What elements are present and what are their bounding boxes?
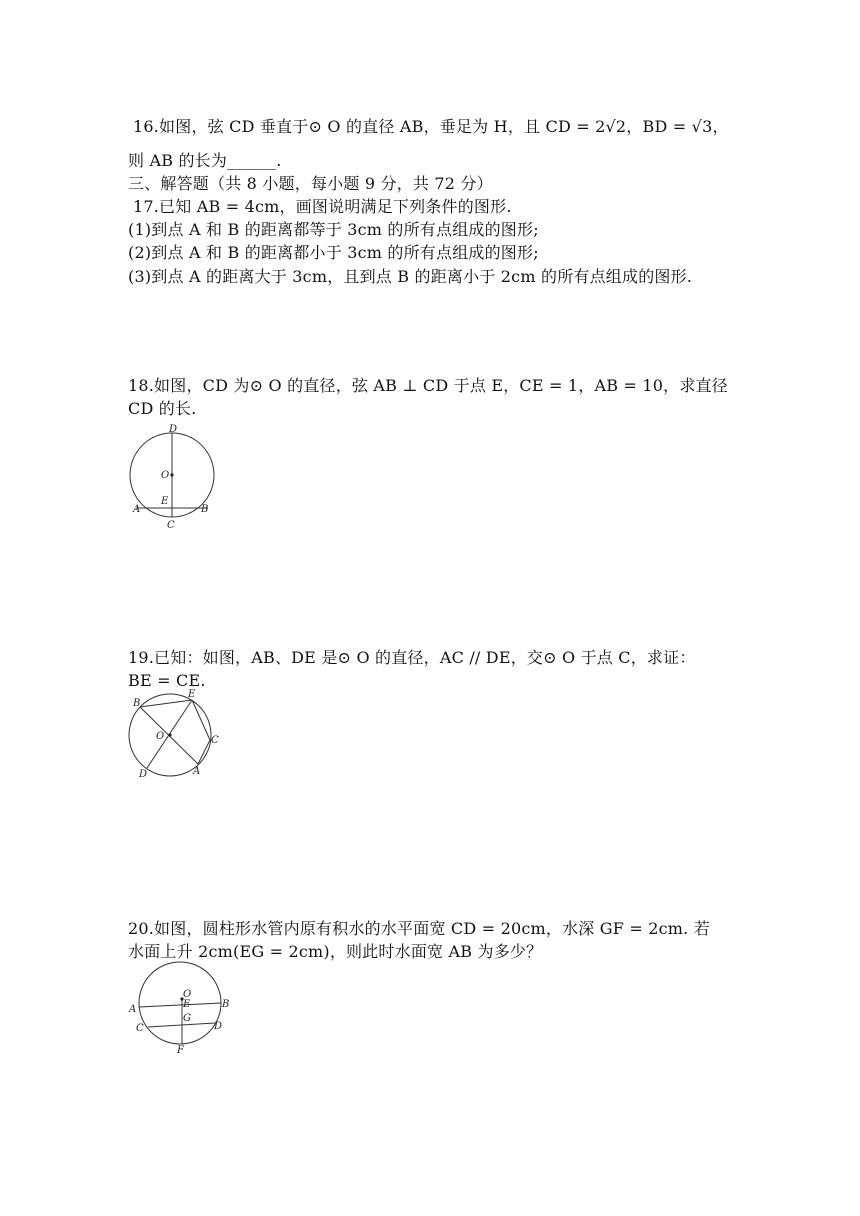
q19-center-dot: [168, 733, 171, 736]
q17-item2: (2)到点 A 和 B 的距离都小于 3cm 的所有点组成的图形;: [128, 243, 539, 262]
q20-label-g: G: [183, 1013, 191, 1024]
q20-label-f: F: [177, 1045, 184, 1056]
q20-chord-ab: [139, 1003, 221, 1007]
q17-line1: 17.已知 AB = 4cm，画图说明满足下列条件的图形.: [133, 197, 512, 216]
q20-label-a: A: [129, 1004, 137, 1015]
q17-item3: (3)到点 A 的距离大于 3cm，且到点 B 的距离小于 2cm 的所有点组成的图形.: [128, 267, 693, 286]
section-header: 三、解答题（共 8 小题，每小题 9 分，共 72 分）: [128, 174, 493, 193]
q18-label-b: B: [201, 504, 209, 515]
q20-label-c: C: [136, 1023, 144, 1034]
q17-item1: (1)到点 A 和 B 的距离都等于 3cm 的所有点组成的图形;: [128, 220, 539, 239]
q19-label-o: O: [156, 731, 165, 742]
q18-figure: [125, 420, 225, 532]
q19-label-a: A: [193, 766, 201, 777]
q20-line1: 20.如图，圆柱形水管内原有积水的水平面宽 CD = 20cm，水深 GF = 2cm. 若: [128, 919, 710, 938]
q19-label-d: D: [139, 769, 148, 780]
q18-label-o: O: [161, 470, 170, 481]
q18-label-c: C: [167, 520, 175, 531]
q19-line2: BE = CE.: [128, 671, 206, 690]
q20-label-o: O: [183, 989, 192, 1000]
q18-label-a: A: [133, 504, 141, 515]
q20-figure: [125, 958, 235, 1058]
q19-label-c: C: [211, 735, 219, 746]
q20-line2: 水面上升 2cm(EG = 2cm)，则此时水面宽 AB 为多少？: [128, 942, 543, 961]
q18-line2: CD 的长.: [128, 399, 197, 418]
q20-label-d: D: [214, 1021, 223, 1032]
q18-label-e: E: [161, 496, 169, 507]
q18-line1: 18.如图，CD 为⊙ O 的直径，弦 AB ⊥ CD 于点 E，CE = 1，AB = 10，求直径: [128, 376, 728, 395]
q16-line2: 则 AB 的长为______.: [128, 151, 282, 170]
q20-label-b: B: [222, 999, 230, 1010]
q19-figure: [125, 688, 225, 780]
q16-line1: 16.如图，弦 CD 垂直于⊙ O 的直径 AB，垂足为 H，且 CD = 2√2，BD = √3，: [133, 117, 729, 136]
q19-chord-ac: [198, 740, 210, 764]
q19-label-b: B: [133, 698, 141, 709]
q20-circle: [139, 962, 221, 1044]
q19-chord-ec: [192, 700, 210, 740]
q20-label-e: E: [183, 999, 191, 1010]
q18-label-d: D: [169, 424, 178, 435]
q19-line1: 19.已知：如图，AB、DE 是⊙ O 的直径，AC // DE，交⊙ O 于点 C，求证：: [128, 648, 696, 667]
q18-center-dot: [170, 473, 173, 476]
q19-label-e: E: [188, 689, 196, 700]
